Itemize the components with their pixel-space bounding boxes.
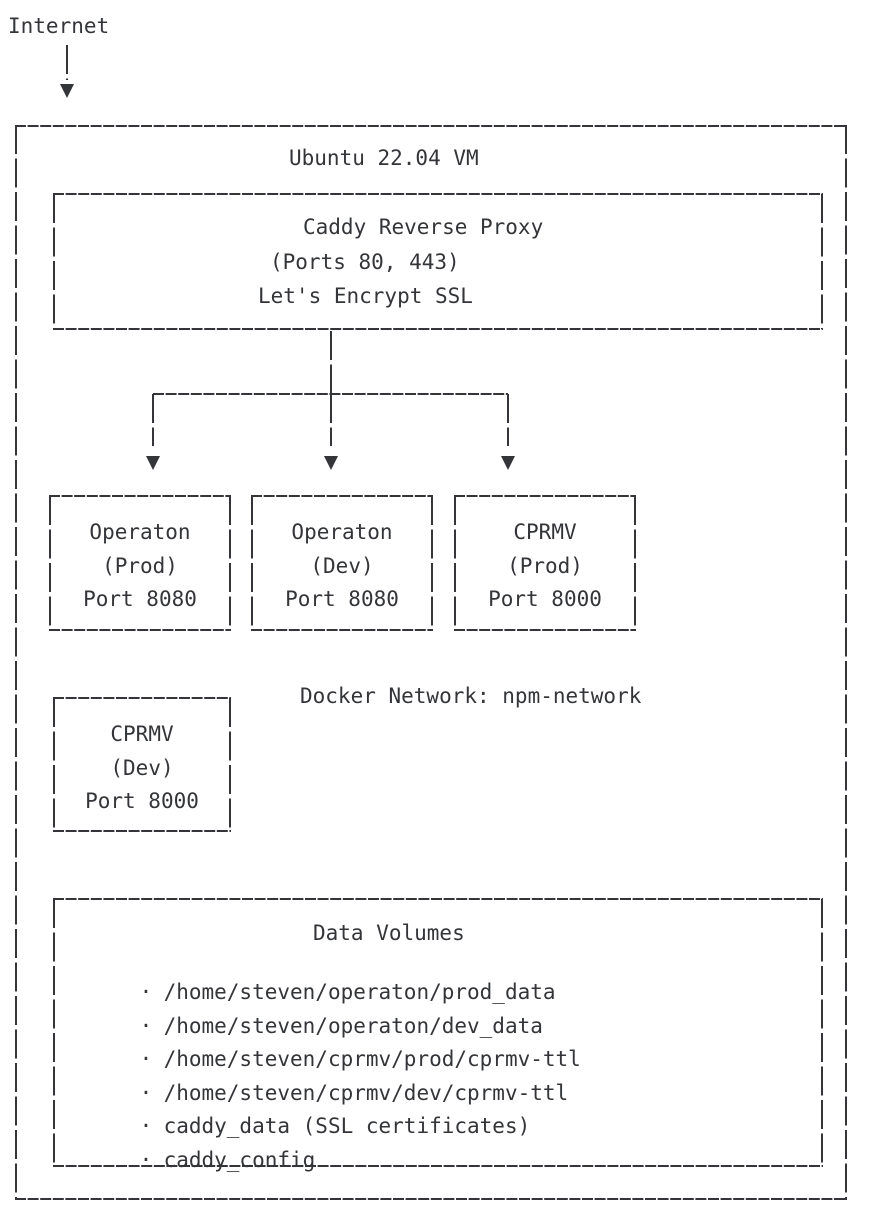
- arrow-down-icon: [324, 456, 338, 470]
- service-port: Port 8000: [85, 789, 199, 813]
- volume-path: caddy_data (SSL certificates): [163, 1114, 531, 1138]
- arrow-down-icon: [501, 456, 515, 470]
- arrow-down-icon: [146, 456, 160, 470]
- volume-path: /home/steven/cprmv/prod/cprmv-ttl: [163, 1047, 581, 1071]
- service-name: Operaton: [89, 520, 191, 544]
- service-name: CPRMV: [110, 722, 174, 746]
- cprmv-prod-labels: [456, 496, 634, 630]
- caddy-line-2: (Ports 80, 443): [270, 250, 460, 274]
- vm-title: Ubuntu 22.04 VM: [289, 146, 479, 170]
- service-port: Port 8080: [285, 587, 399, 611]
- bullet-icon: ·: [139, 1014, 153, 1038]
- caddy-line-1: Caddy Reverse Proxy: [303, 215, 544, 239]
- docker-network-label: Docker Network: npm-network: [300, 684, 642, 708]
- service-name: CPRMV: [513, 520, 577, 544]
- internet-connector: [60, 45, 74, 98]
- internet-label: Internet: [8, 14, 110, 38]
- volume-path: /home/steven/cprmv/dev/cprmv-ttl: [163, 1081, 569, 1105]
- caddy-distributor-connector: [146, 331, 515, 470]
- service-env: (Dev): [110, 756, 174, 780]
- bullet-icon: ·: [139, 1148, 153, 1172]
- service-name: Operaton: [291, 520, 393, 544]
- volume-path: /home/steven/operaton/prod_data: [163, 980, 556, 1004]
- volume-list-item: [89, 1121, 315, 1199]
- arrow-down-icon: [60, 84, 74, 98]
- bullet-icon: ·: [139, 1047, 153, 1071]
- bullet-icon: ·: [139, 1114, 153, 1138]
- bullet-icon: ·: [139, 1081, 153, 1105]
- service-port: Port 8000: [488, 587, 602, 611]
- service-port: Port 8080: [83, 587, 197, 611]
- operaton-dev-labels: [253, 496, 431, 630]
- cprmv-dev-labels: [55, 698, 229, 831]
- volume-path: caddy_config: [163, 1148, 316, 1172]
- bullet-icon: ·: [139, 980, 153, 1004]
- caddy-line-3: Let's Encrypt SSL: [258, 284, 473, 308]
- service-env: (Prod): [102, 554, 178, 578]
- data-volumes-title: Data Volumes: [313, 921, 465, 945]
- service-env: (Prod): [507, 554, 583, 578]
- operaton-prod-labels: [51, 496, 229, 630]
- service-env: (Dev): [310, 554, 374, 578]
- volume-path: /home/steven/operaton/dev_data: [163, 1014, 543, 1038]
